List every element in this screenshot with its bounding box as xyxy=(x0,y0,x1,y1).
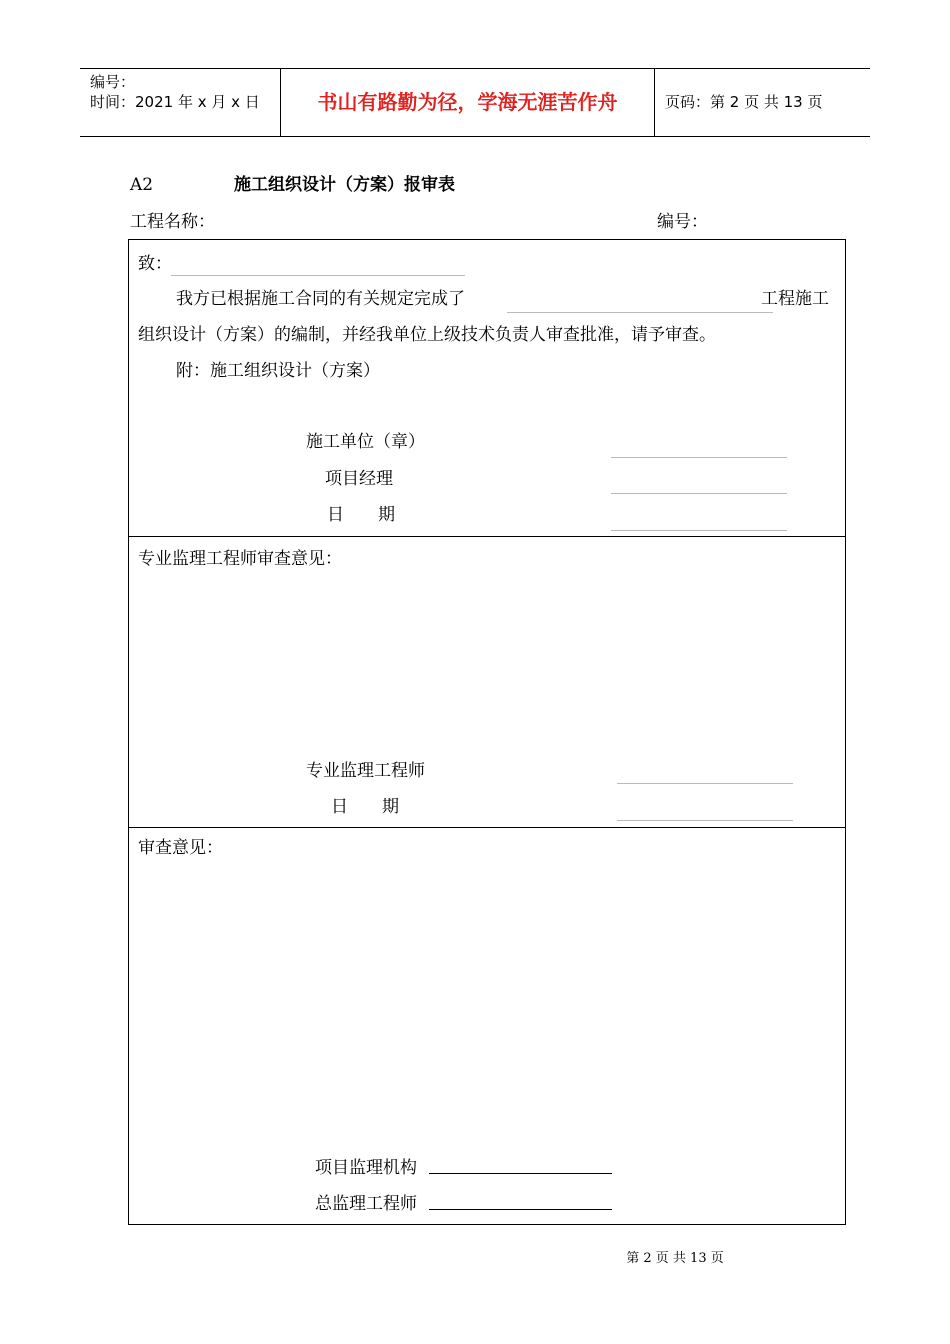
supervision-engineer-label: 专业监理工程师 xyxy=(306,761,425,781)
project-manager-label: 项目经理 xyxy=(325,469,393,489)
date-field[interactable] xyxy=(611,530,787,531)
supervision-org-label: 项目监理机构 xyxy=(315,1158,417,1178)
review-date-label: 日 期 xyxy=(331,797,399,817)
to-recipient-field[interactable] xyxy=(171,275,465,276)
supervision-org-field[interactable] xyxy=(429,1173,612,1174)
page-header xyxy=(80,68,870,137)
header-motto: 书山有路勤为径，学海无涯苦作舟 xyxy=(317,90,618,114)
review-date-field[interactable] xyxy=(617,820,793,821)
header-page-info: 页码：第 2 页 共 13 页 xyxy=(665,93,823,111)
date-label: 日 期 xyxy=(327,505,395,525)
project-manager-field[interactable] xyxy=(611,493,787,494)
form-code: A2 xyxy=(130,175,154,195)
completion-statement-end: 工程施工 xyxy=(761,289,829,309)
section-divider xyxy=(129,536,845,537)
chief-engineer-label: 总监理工程师 xyxy=(315,1194,417,1214)
section-divider xyxy=(129,827,845,828)
header-time-label: 时间：2021 年 x 月 x 日 xyxy=(90,93,260,111)
document-title xyxy=(130,170,455,195)
footer-page-number: 第 2 页 共 13 页 xyxy=(626,1251,724,1266)
page-footer xyxy=(0,1247,950,1266)
to-label: 致： xyxy=(138,254,172,274)
approval-form xyxy=(128,239,846,1225)
project-name-field[interactable] xyxy=(507,312,773,313)
supervision-engineer-field[interactable] xyxy=(617,783,793,784)
engineer-review-heading: 专业监理工程师审查意见： xyxy=(138,549,342,569)
chief-engineer-field[interactable] xyxy=(429,1209,612,1210)
number-label: 编号： xyxy=(657,212,708,232)
construction-unit-field[interactable] xyxy=(611,457,787,458)
review-opinion-heading: 审查意见： xyxy=(138,838,223,858)
project-name-label: 工程名称： xyxy=(130,212,215,232)
construction-unit-label: 施工单位（章） xyxy=(306,432,425,452)
attachment-label: 附：施工组织设计（方案） xyxy=(176,361,380,381)
header-divider xyxy=(654,69,655,136)
header-number-label: 编号： xyxy=(90,73,136,91)
completion-statement-continued: 组织设计（方案）的编制，并经我单位上级技术负责人审查批准，请予审查。 xyxy=(138,325,716,345)
form-name: 施工组织设计（方案）报审表 xyxy=(234,175,455,195)
completion-statement: 我方已根据施工合同的有关规定完成了 xyxy=(176,289,465,309)
